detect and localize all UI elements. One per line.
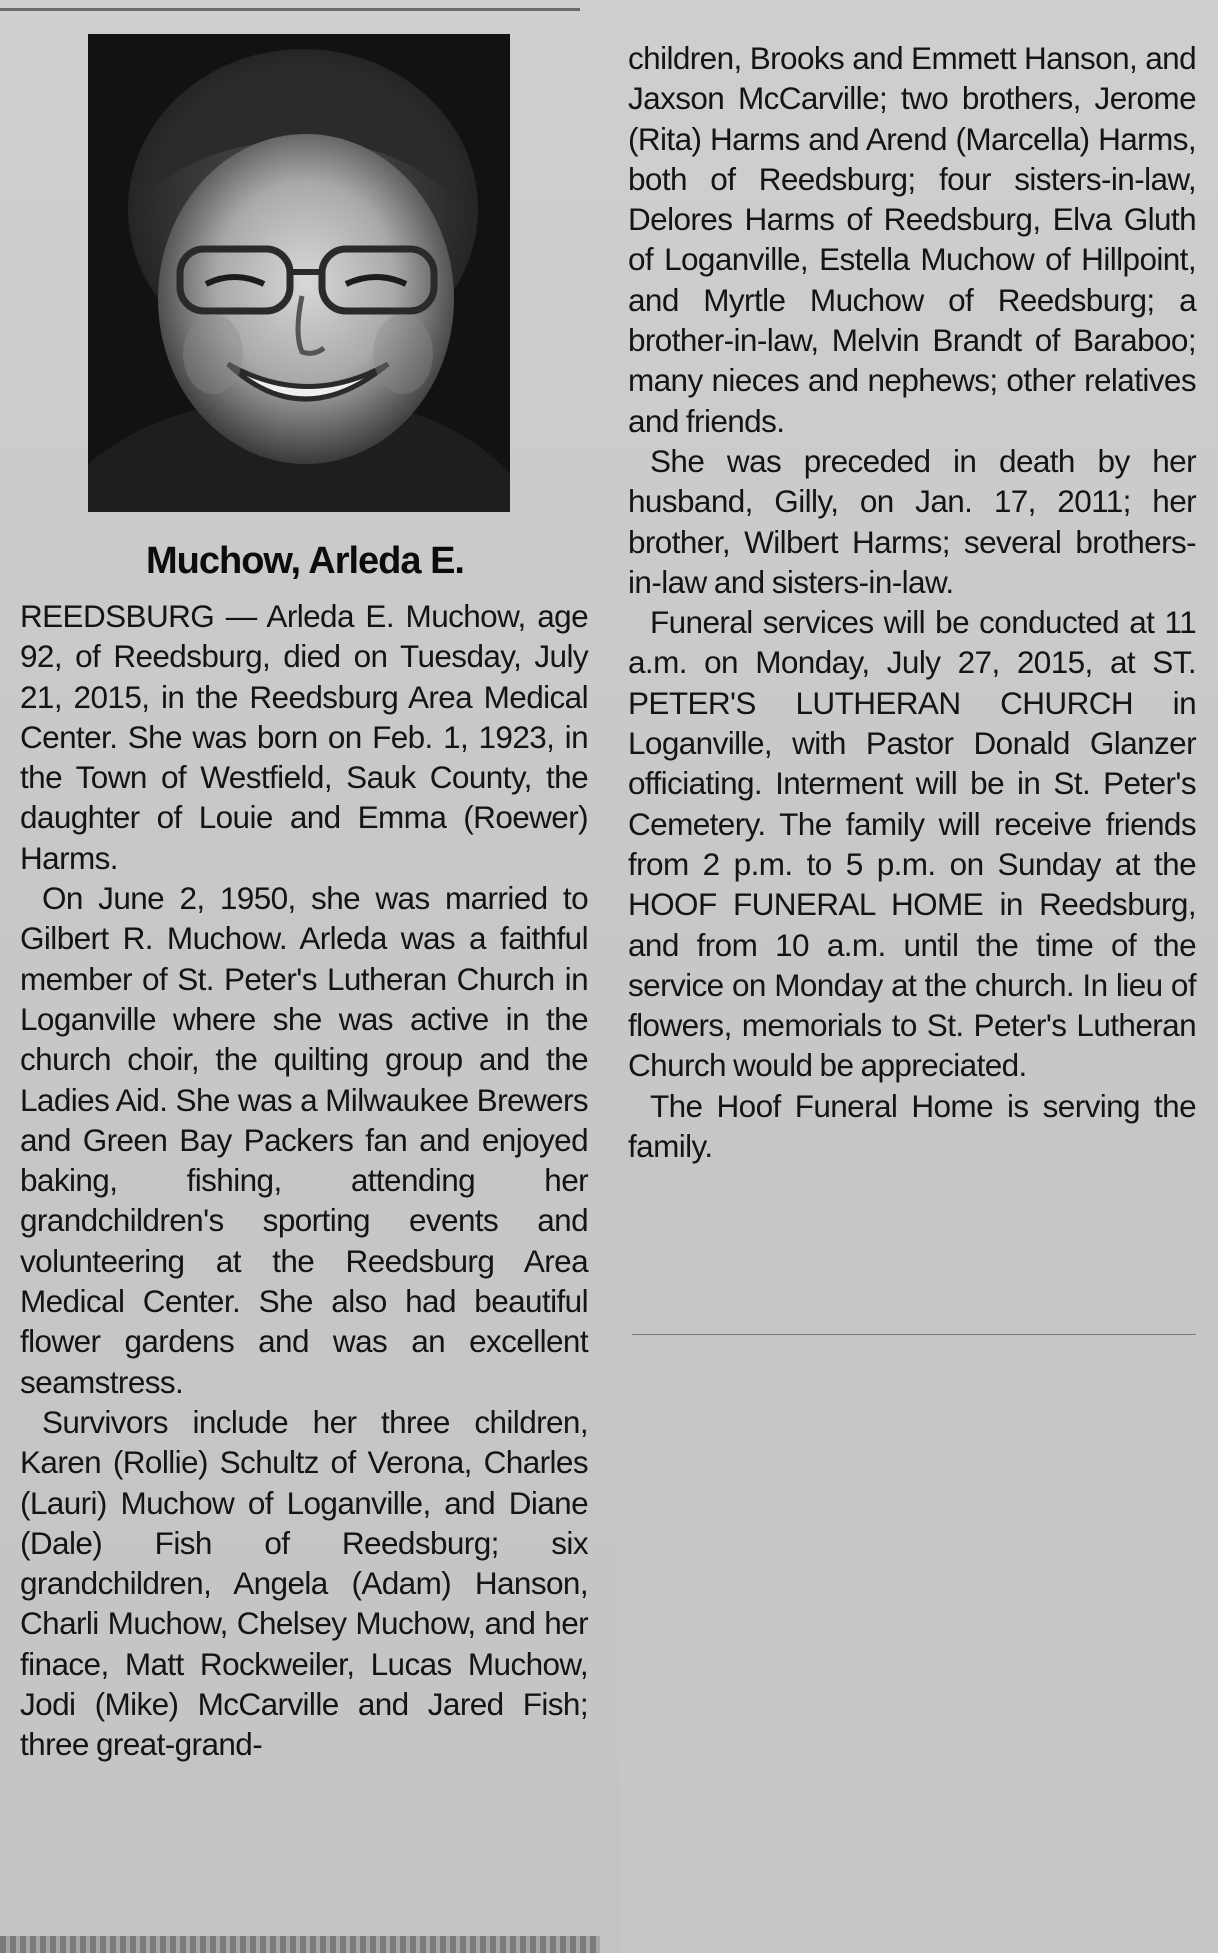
paragraph-intro: REEDSBURG — Arleda E. Muchow, age 92, of Reedsburg, died on Tuesday, July 21, 2015, in the Reedsburg Area Medical Center. She was born on Feb. 1, 1923, in the Town of Westfield, Sauk County, the daughter of Louie and Emma (Roewer) Harms.	[20, 598, 588, 876]
blank-area	[620, 1335, 1218, 1953]
left-column-text	[20, 596, 588, 1765]
next-article-edge	[0, 1936, 600, 1953]
paragraph-survivors-continued: children, Brooks and Emmett Hanson, and Jaxson McCarville; two brothers, Jerome (Rita) Harms and Arend (Marcella) Harms, both of Reedsburg; four sisters-in-law, Delores Harms of Reedsburg, Elva Gluth of Loganville, Estella Muchow of Hillpoint, and Myrtle Muchow of Reedsburg; a brother-in-law, Melvin Brandt of Baraboo; many nieces and nephews; other relatives and friends.	[628, 40, 1196, 439]
portrait-photo-icon	[88, 34, 510, 512]
paragraph-services: Funeral services will be conducted at 11 a.m. on Monday, July 27, 2015, at ST. PETER'S LUTHERAN CHURCH in Loganville, with Pastor Donald Glanzer officiating. Interment will be in St. Peter's Cemetery. The family will receive friends from 2 p.m. to 5 p.m. on Sunday at the HOOF FUNERAL HOME in Reedsburg, and from 10 a.m. until the time of the service on Monday at the church. In lieu of flowers, memorials to St. Peter's Lutheran Church would be appreciated.	[628, 604, 1196, 1084]
top-divider	[0, 8, 580, 11]
obituary-name: Muchow, Arleda E.	[145, 540, 464, 582]
paragraph-preceded: She was preceded in death by her husband, Gilly, on Jan. 17, 2011; her brother, Wilbert Harms; several brothers-in-law and sisters-in-law.	[628, 442, 1196, 600]
right-column-text	[628, 38, 1196, 1166]
paragraph-funeral-home: The Hoof Funeral Home is serving the family.	[628, 1087, 1196, 1165]
paragraph-survivors: Survivors include her three children, Karen (Rollie) Schultz of Verona, Charles (Lauri) Muchow of Loganville, and Diane (Dale) Fish of Reedsburg; six grandchildren, Angela (Adam) Hanson, Charli Muchow, Chelsey Muchow, and her finace, Matt Rockweiler, Lucas Muchow, Jodi (Mike) McCarville and Jared Fish; three great-grand-	[20, 1403, 588, 1763]
portrait-photo	[88, 34, 510, 512]
paragraph-marriage: On June 2, 1950, she was married to Gilbert R. Muchow. Arleda was a faithful member of St. Peter's Lutheran Church in Loganville where she was active in the church choir, the quilting group and the Ladies Aid. She was a Milwaukee Brewers and Green Bay Packers fan and enjoyed baking, fishing, attending her grandchildren's sporting events and volunteering at the Reedsburg Area Medical Center. She also had beautiful flower gardens and was an excellent seamstress.	[20, 880, 588, 1400]
